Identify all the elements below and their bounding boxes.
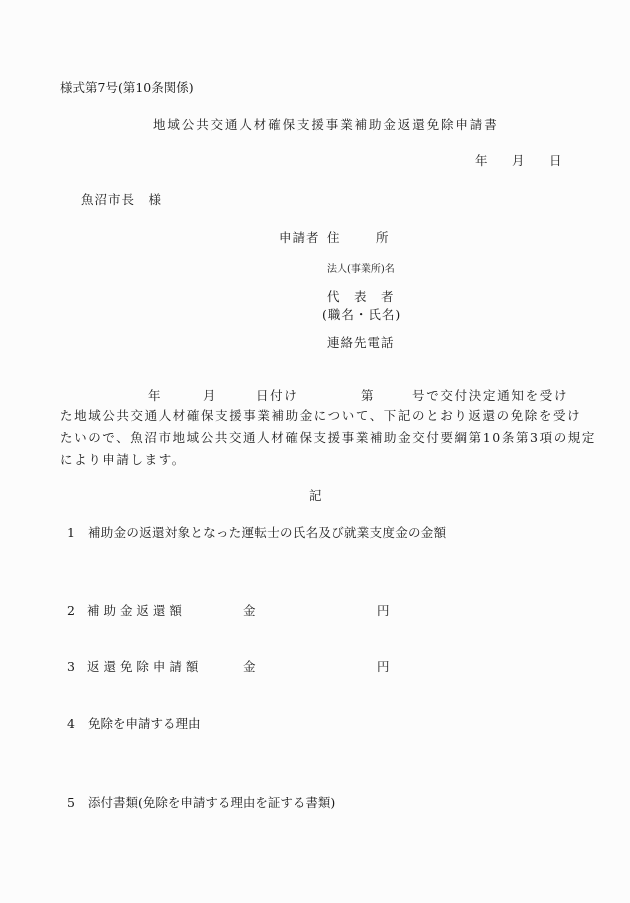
body-month: 月 [203, 388, 216, 403]
item-1-label: 補助金の返還対象となった運転士の氏名及び就業支度金の金額 [88, 525, 447, 540]
addressee: 魚沼市長 様 [81, 192, 163, 207]
item-4-num: 4 [67, 716, 75, 731]
item-3-num: 3 [67, 659, 75, 674]
phone-label: 連絡先電話 [327, 335, 395, 350]
date-month: 月 [512, 153, 525, 168]
item-2-label: 補 助 金 返 還 額 [87, 603, 182, 618]
item-5-label: 添付書類(免除を申請する理由を証する書類) [88, 795, 336, 810]
date-day: 日 [549, 153, 562, 168]
item-5-num: 5 [67, 795, 75, 810]
form-number: 様式第7号(第10条関係) [60, 80, 194, 95]
corp-name-label: 法人(事業所)名 [327, 264, 395, 275]
address-label-1: 住 [327, 230, 340, 245]
body-line4: により申請します。 [60, 452, 186, 467]
item-3-yen: 円 [377, 659, 390, 674]
title-name-label: (職名・氏名) [322, 307, 402, 322]
item-2-kin: 金 [243, 603, 256, 618]
body-paragraph [60, 405, 597, 471]
body-line3: たいので、魚沼市地域公共交通人材確保支援事業補助金交付要綱第10条第3項の規定 [60, 430, 597, 445]
item-3-label: 返 還 免 除 申 請 額 [87, 659, 199, 674]
representative-label: 代 表 者 [327, 289, 395, 304]
address-label-2: 所 [376, 230, 389, 245]
body-dai: 第 [361, 388, 374, 403]
date-year: 年 [475, 153, 488, 168]
body-day: 日付け [256, 388, 299, 403]
ki-heading: 記 [309, 488, 322, 503]
applicant-label: 申請者 [279, 230, 320, 245]
body-year: 年 [148, 388, 161, 403]
body-line1-rest: 号で交付決定通知を受け [412, 388, 569, 403]
item-4-label: 免除を申請する理由 [88, 716, 201, 731]
item-2-num: 2 [67, 603, 75, 618]
item-3-kin: 金 [243, 659, 256, 674]
body-line2: た地域公共交通人材確保支援事業補助金について、下記のとおり返還の免除を受け [60, 408, 582, 423]
document-title: 地域公共交通人材確保支援事業補助金返還免除申請書 [153, 117, 499, 132]
item-2-yen: 円 [377, 603, 390, 618]
item-1-num: 1 [67, 525, 75, 540]
